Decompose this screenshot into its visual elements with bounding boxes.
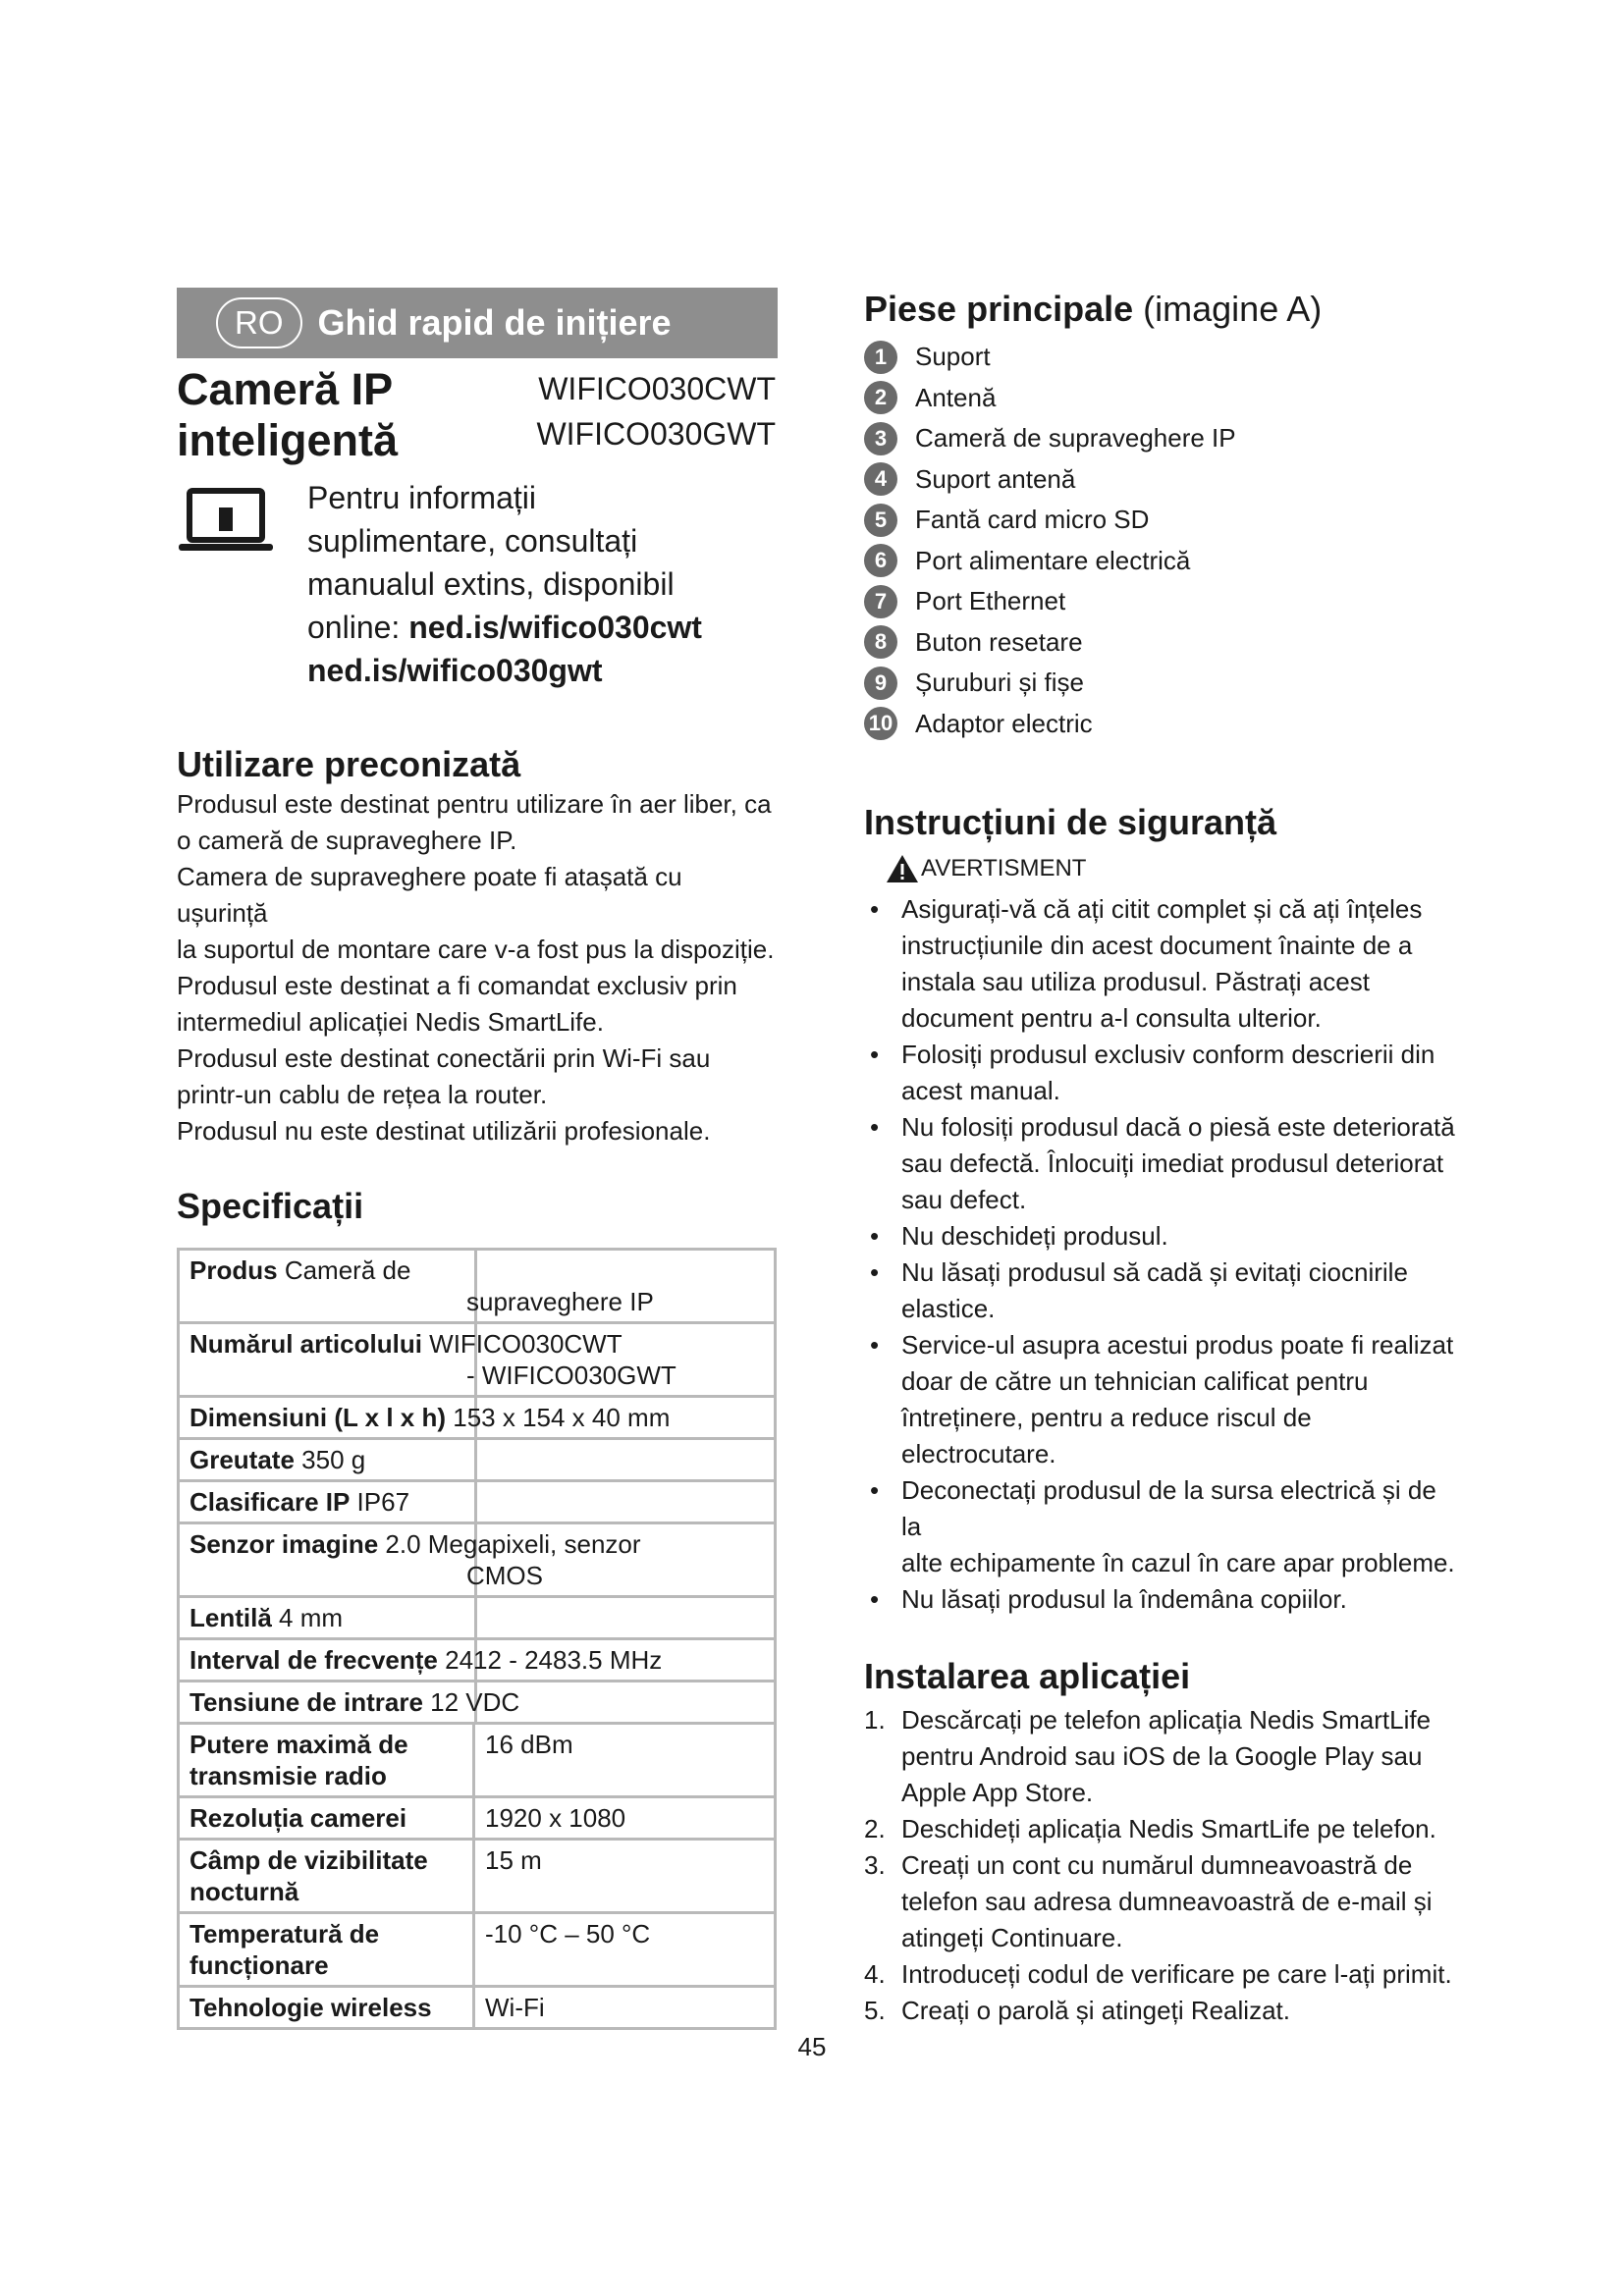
part-label: Cameră de supraveghere IP: [915, 423, 1236, 454]
part-item: [864, 378, 1463, 419]
part-item: [864, 337, 1463, 378]
safety-bullet-line: • Deconectați produsul de la sursa electrică și de la: [901, 1475, 1436, 1541]
part-label: Buton resetare: [915, 626, 1083, 657]
install-step-line: telefon sau adresa dumneavoastră de e-mail și: [901, 1887, 1433, 1916]
install-step: [864, 1956, 1463, 1993]
part-item: [864, 622, 1463, 664]
install-step-line: Descărcați pe telefon aplicația Nedis SmartLife: [901, 1705, 1432, 1735]
intended-use-line: intermediul aplicației Nedis SmartLife.: [177, 1007, 604, 1037]
safety-list: [864, 891, 1463, 1618]
specifications-section: [177, 1185, 778, 2030]
safety-bullet: [864, 1581, 1463, 1618]
spec-label: Putere maximă de transmisie radio: [189, 1730, 408, 1790]
spec-value: -10 °C – 50 °C: [474, 1913, 776, 1987]
spec-line: [189, 1602, 766, 1633]
info-line-online: [307, 606, 702, 649]
spec-label: Interval de frecvențe: [189, 1645, 438, 1675]
part-label: Port Ethernet: [915, 586, 1066, 616]
install-step-number: 1.: [864, 1705, 886, 1735]
part-item: [864, 418, 1463, 459]
main-parts-heading: Piese principale: [864, 289, 1134, 329]
spec-inline-value: WIFICO030CWT: [429, 1329, 623, 1359]
spec-inline-value: 2412 - 2483.5 MHz: [445, 1645, 663, 1675]
spec-label: Senzor imagine: [189, 1529, 379, 1559]
spec-inline-value: 4 mm: [279, 1603, 344, 1632]
install-step-line: pentru Android sau iOS de la Google Play sau: [901, 1741, 1423, 1771]
intended-use-line: Produsul este destinat pentru utilizare în aer liber, ca: [177, 789, 772, 819]
intended-use-line: printr-un cablu de rețea la router.: [177, 1080, 548, 1109]
info-line: manualul extins, disponibil: [307, 566, 675, 602]
install-step-line: Apple App Store.: [901, 1778, 1094, 1807]
spec-row: [179, 1639, 776, 1682]
guide-title: Ghid rapid de inițiere: [317, 302, 672, 343]
spec-line: [189, 1328, 766, 1360]
part-label: Suport antenă: [915, 463, 1076, 494]
install-step-line: Creați o parolă și atingeți Realizat.: [901, 1996, 1290, 2025]
model-number: WIFICO030CWT: [538, 371, 776, 406]
part-label: Adaptor electric: [915, 708, 1093, 738]
install-step: [864, 1811, 1463, 1847]
intended-use-line: o cameră de supraveghere IP.: [177, 826, 517, 855]
safety-section: [864, 801, 1463, 1618]
spec-key: [179, 1724, 474, 1797]
install-step-line: atingeți Continuare.: [901, 1923, 1123, 1952]
part-item: [864, 704, 1463, 745]
spec-line: [189, 1402, 766, 1433]
install-step: [864, 1702, 1463, 1811]
spec-label: Temperatură de funcționare: [189, 1919, 380, 1980]
safety-bullet-line: elastice.: [901, 1294, 996, 1323]
part-item: [864, 541, 1463, 582]
spec-inline-value: 153 x 154 x 40 mm: [453, 1403, 671, 1432]
spec-cell: [179, 1597, 776, 1639]
intended-use-text: [177, 786, 778, 1149]
safety-bullet-line: • Asigurați-vă că ați citit complet și că ați înțeles: [901, 894, 1423, 924]
spec-label: Tensiune de intrare: [189, 1687, 423, 1717]
spec-value: 16 dBm: [474, 1724, 776, 1797]
safety-bullet-line: • Nu lăsați produsul să cadă și evitați ciocnirile: [901, 1257, 1408, 1287]
spec-key: [179, 1797, 474, 1840]
spec-line: [189, 1444, 766, 1475]
spec-value: 1920 x 1080: [474, 1797, 776, 1840]
part-number-badge: 7: [864, 585, 897, 618]
spec-cell: [179, 1323, 776, 1397]
spec-value: supraveghere IP: [466, 1287, 654, 1316]
safety-bullet-line: • Folosiți produsul exclusiv conform descrierii din: [901, 1040, 1435, 1069]
safety-bullet: [864, 1472, 1463, 1581]
intended-use-line: la suportul de montare care v-a fost pus la dispoziție.: [177, 934, 775, 964]
app-install-title: Instalarea aplicației: [864, 1656, 1191, 1696]
spec-cell: [179, 1397, 776, 1439]
specifications-table: [177, 1248, 777, 2030]
install-steps-list: [864, 1702, 1463, 2029]
page-number: 45: [797, 2032, 827, 2061]
part-number-badge: 3: [864, 422, 897, 455]
spec-label: Dimensiuni (L x l x h): [189, 1403, 447, 1432]
part-label: Antenă: [915, 382, 997, 412]
safety-bullet-line: sau defect.: [901, 1185, 1027, 1214]
spec-key: [179, 1913, 474, 1987]
info-line: online:: [307, 610, 409, 645]
spec-label: Lentilă: [189, 1603, 272, 1632]
intended-use-line: Camera de supraveghere poate fi atașată cu ușurință: [177, 862, 682, 928]
safety-bullet: [864, 1327, 1463, 1472]
spec-label: Clasificare IP: [189, 1487, 351, 1517]
safety-bullet: [864, 1109, 1463, 1218]
spec-row: [179, 1439, 776, 1481]
spec-inline-value: IP67: [356, 1487, 410, 1517]
spec-line: [189, 1686, 766, 1718]
product-title-line: Cameră IP: [177, 364, 394, 414]
install-step: [864, 1993, 1463, 2029]
main-parts-title: [864, 288, 1463, 331]
part-number-badge: 2: [864, 381, 897, 414]
part-number-badge: 9: [864, 667, 897, 700]
spec-row: [179, 1323, 776, 1397]
spec-row: [179, 1397, 776, 1439]
safety-bullet: [864, 1255, 1463, 1327]
model-numbers: [536, 366, 776, 456]
spec-label: Produs: [189, 1255, 278, 1285]
spec-line: [189, 1255, 766, 1286]
spec-inline-value: 12 VDC: [430, 1687, 520, 1717]
safety-bullet-line: acest manual.: [901, 1076, 1060, 1105]
part-label: Suport: [915, 342, 991, 372]
spec-inline-value: Cameră de: [284, 1255, 411, 1285]
info-box: [177, 476, 778, 743]
warning-icon: [886, 854, 919, 883]
spec-row: [179, 1523, 776, 1597]
manual-link[interactable]: ned.is/wifico030cwt: [408, 610, 702, 645]
spec-row: [179, 1682, 776, 1724]
spec-label: Câmp de vizibilitate nocturnă: [189, 1845, 428, 1906]
spec-cell: [179, 1523, 776, 1597]
part-label: Șuruburi și fișe: [915, 667, 1084, 698]
part-label: Fantă card micro SD: [915, 505, 1150, 535]
guide-banner: [177, 288, 778, 358]
spec-line: [189, 1644, 766, 1676]
part-number-badge: 8: [864, 625, 897, 659]
spec-label: Greutate: [189, 1445, 295, 1474]
safety-bullet: [864, 1218, 1463, 1255]
spec-label: Numărul articolului: [189, 1329, 422, 1359]
product-title: [177, 364, 398, 466]
manual-link[interactable]: ned.is/wifico030gwt: [307, 653, 603, 688]
safety-bullet-line: • Nu deschideți produsul.: [901, 1221, 1168, 1251]
laptop-info-icon: [179, 488, 273, 553]
spec-value: 15 m: [474, 1840, 776, 1913]
warning-text: AVERTISMENT: [921, 855, 1087, 881]
safety-bullet-line: întreținere, pentru a reduce riscul de: [901, 1403, 1312, 1432]
safety-title: Instrucțiuni de siguranță: [864, 802, 1277, 842]
intended-use-title: Utilizare preconizată: [177, 744, 521, 784]
left-column: [177, 288, 778, 2030]
spec-inline-value: 2.0 Megapixeli, senzor: [385, 1529, 641, 1559]
spec-row: [179, 1987, 776, 2029]
safety-bullet-line: • Nu lăsați produsul la îndemâna copiilor.: [901, 1584, 1347, 1614]
install-step-number: 3.: [864, 1850, 886, 1880]
specifications-title: Specificații: [177, 1186, 364, 1226]
install-step-number: 5.: [864, 1996, 886, 2025]
spec-cell: [179, 1639, 776, 1682]
safety-bullet-line: • Service-ul asupra acestui produs poate fi realizat: [901, 1330, 1454, 1360]
part-number-badge: 6: [864, 544, 897, 577]
info-line: suplimentare, consultați: [307, 523, 638, 559]
safety-bullet-line: • Nu folosiți produsul dacă o piesă este deteriorată: [901, 1112, 1455, 1142]
spec-row: [179, 1797, 776, 1840]
intended-use-line: Produsul nu este destinat utilizării profesionale.: [177, 1116, 711, 1146]
install-step-line: Deschideți aplicația Nedis SmartLife pe telefon.: [901, 1814, 1436, 1843]
product-title-line: inteligentă: [177, 415, 399, 465]
safety-bullet-line: doar de către un tehnician calificat pentru: [901, 1366, 1369, 1396]
spec-row: [179, 1840, 776, 1913]
safety-bullet-line: instala sau utiliza produsul. Păstrați acest: [901, 967, 1370, 996]
spec-row: [179, 1724, 776, 1797]
spec-row: [179, 1913, 776, 1987]
spec-value: CMOS: [466, 1561, 543, 1590]
right-column: [864, 288, 1463, 2029]
spec-value: Wi-Fi: [474, 1987, 776, 2029]
safety-bullet-line: alte echipamente în cazul în care apar probleme.: [901, 1548, 1455, 1577]
install-step-number: 4.: [864, 1959, 886, 1989]
spec-value: - WIFICO030GWT: [466, 1361, 677, 1390]
intended-use-line: Produsul este destinat conectării prin Wi-Fi sau: [177, 1043, 711, 1073]
spec-key: [179, 1987, 474, 2029]
intended-use-line: Produsul este destinat a fi comandat exclusiv prin: [177, 971, 737, 1000]
part-number-badge: 1: [864, 341, 897, 374]
spec-key: [179, 1840, 474, 1913]
part-number-badge: 5: [864, 504, 897, 537]
safety-bullet-line: document pentru a-l consulta ulterior.: [901, 1003, 1322, 1033]
install-step-line: Introduceți codul de verificare pe care l-ați primit.: [901, 1959, 1452, 1989]
install-step-line: Creați un cont cu numărul dumneavoastră de: [901, 1850, 1413, 1880]
warning-label: [886, 854, 1463, 883]
safety-bullet: [864, 891, 1463, 1037]
spec-cell: [179, 1439, 776, 1481]
spec-line: [189, 1528, 766, 1560]
spec-line: [189, 1486, 766, 1518]
safety-bullet: [864, 1037, 1463, 1109]
part-number-badge: 10: [864, 707, 897, 740]
spec-label: Rezoluția camerei: [189, 1803, 407, 1833]
part-number-badge: 4: [864, 462, 897, 496]
part-item: [864, 459, 1463, 501]
main-parts-section: [864, 288, 1463, 744]
spec-row: [179, 1597, 776, 1639]
spec-cell: [179, 1682, 776, 1724]
install-step-number: 2.: [864, 1814, 886, 1843]
part-item: [864, 500, 1463, 541]
language-badge: RO: [216, 297, 302, 348]
spec-inline-value: 350 g: [301, 1445, 366, 1474]
title-row: [177, 358, 778, 476]
part-item: [864, 663, 1463, 704]
spec-cell: [179, 1481, 776, 1523]
safety-bullet-line: electrocutare.: [901, 1439, 1056, 1468]
spec-label: Tehnologie wireless: [189, 1993, 432, 2022]
spec-row: [179, 1481, 776, 1523]
model-number: WIFICO030GWT: [536, 416, 776, 452]
app-install-section: [864, 1655, 1463, 2029]
install-step: [864, 1847, 1463, 1956]
part-item: [864, 581, 1463, 622]
part-label: Port alimentare electrică: [915, 545, 1191, 575]
safety-bullet-line: sau defectă. Înlocuiți imediat produsul deteriorat: [901, 1148, 1444, 1178]
main-parts-list: [864, 337, 1463, 744]
spec-row: [179, 1250, 776, 1323]
info-text: [307, 476, 702, 692]
main-parts-title-suffix: (imagine A): [1143, 289, 1323, 329]
safety-bullet-line: instrucțiunile din acest document înainte de a: [901, 931, 1413, 960]
info-line: Pentru informații: [307, 480, 536, 515]
spec-cell: [179, 1250, 776, 1323]
intended-use-section: [177, 743, 778, 1149]
